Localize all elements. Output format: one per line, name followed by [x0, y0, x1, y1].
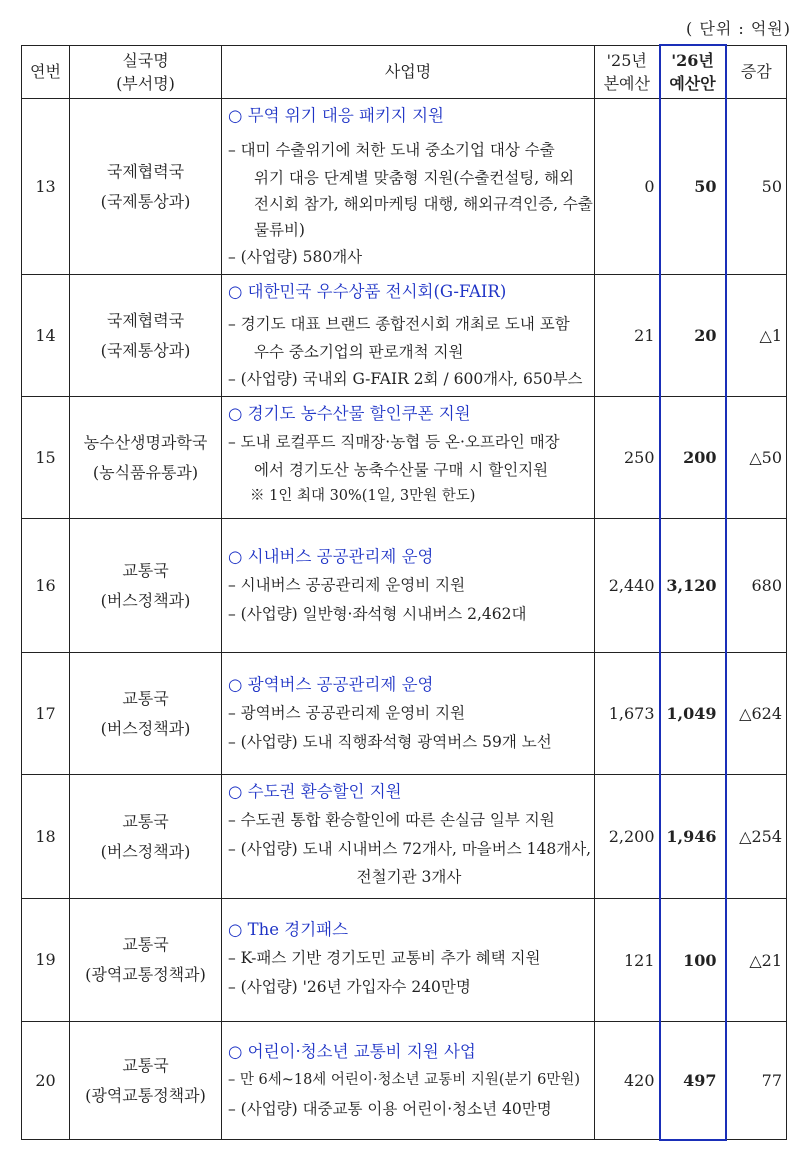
value-2026: 1,049 — [660, 653, 726, 775]
project-line: – 대미 수출위기에 처한 도내 중소기업 대상 수출 — [228, 141, 555, 159]
row-project — [222, 1022, 595, 1140]
row-dept: 교통국 (버스정책과) — [70, 519, 222, 653]
project-line: – 수도권 통합 환승할인에 따른 손실금 일부 지원 — [228, 811, 555, 829]
project-line: – (사업량) 도내 직행좌석형 광역버스 59개 노선 — [228, 733, 552, 751]
row-no: 20 — [22, 1022, 70, 1140]
unit-label: ( 단위 : 억원) — [686, 19, 791, 38]
project-title: ○ 광역버스 공공관리제 운영 — [228, 675, 434, 694]
value-2026: 497 — [660, 1022, 726, 1140]
project-line: – (사업량) 국내외 G-FAIR 2회 / 600개사, 650부스 — [228, 370, 583, 388]
header-y26: '26년 예산안 — [660, 45, 726, 99]
budget-table — [21, 44, 787, 1141]
row-project — [222, 899, 595, 1022]
value-2025: 420 — [595, 1022, 660, 1140]
table-row — [22, 775, 787, 899]
table-row — [22, 519, 787, 653]
project-line: – (사업량) '26년 가입자수 240만명 — [228, 978, 471, 996]
value-diff: 680 — [726, 519, 787, 653]
project-note: ※ 1인 최대 30%(1일, 3만원 한도) — [250, 488, 476, 504]
project-line: – (사업량) 대중교통 이용 어린이·청소년 40만명 — [228, 1100, 552, 1118]
header-dept: 실국명 (부서명) — [70, 45, 222, 99]
header-y25: '25년 본예산 — [595, 45, 660, 99]
table-row — [22, 275, 787, 397]
value-2025: 2,440 — [595, 519, 660, 653]
row-no: 16 — [22, 519, 70, 653]
row-no: 15 — [22, 397, 70, 519]
project-line: 물류비) — [254, 221, 305, 239]
project-line: 전시회 참가, 해외마케팅 대행, 해외규격인증, 수출 — [254, 195, 593, 213]
project-line: 에서 경기도산 농축수산물 구매 시 할인지원 — [254, 461, 549, 479]
project-line: – (사업량) 580개사 — [228, 248, 363, 266]
row-project — [222, 275, 595, 397]
header-no: 연번 — [22, 45, 70, 99]
value-diff: △21 — [726, 899, 787, 1022]
project-line: – 광역버스 공공관리제 운영비 지원 — [228, 704, 466, 722]
row-dept: 농수산생명과학국 (농식품유통과) — [70, 397, 222, 519]
project-title: ○ 수도권 환승할인 지원 — [228, 782, 402, 801]
row-dept: 국제협력국 (국제통상과) — [70, 275, 222, 397]
project-line: 위기 대응 단계별 맞춤형 지원(수출컨설팅, 해외 — [254, 169, 575, 187]
table-row — [22, 653, 787, 775]
project-line: 전철기관 3개사 — [356, 868, 462, 886]
value-diff: 50 — [726, 99, 787, 275]
value-2025: 21 — [595, 275, 660, 397]
project-title: ○ 시내버스 공공관리제 운영 — [228, 547, 434, 566]
value-diff: △1 — [726, 275, 787, 397]
project-title: ○ 대한민국 우수상품 전시회(G-FAIR) — [228, 282, 507, 301]
value-diff: △50 — [726, 397, 787, 519]
row-project — [222, 397, 595, 519]
value-2025: 2,200 — [595, 775, 660, 899]
project-line: – 도내 로컬푸드 직매장·농협 등 온·오프라인 매장 — [228, 433, 560, 451]
header-row — [22, 45, 787, 99]
table-row — [22, 1022, 787, 1140]
value-2026: 200 — [660, 397, 726, 519]
row-no: 19 — [22, 899, 70, 1022]
value-2025: 1,673 — [595, 653, 660, 775]
value-2026: 100 — [660, 899, 726, 1022]
project-line: – 경기도 대표 브랜드 종합전시회 개최로 도내 포함 — [228, 315, 570, 333]
row-project — [222, 519, 595, 653]
header-diff: 증감 — [726, 45, 787, 99]
table-row — [22, 397, 787, 519]
project-line: – (사업량) 일반형·좌석형 시내버스 2,462대 — [228, 605, 527, 623]
row-dept: 교통국 (버스정책과) — [70, 775, 222, 899]
value-2025: 121 — [595, 899, 660, 1022]
value-diff: 77 — [726, 1022, 787, 1140]
project-title: ○ The 경기패스 — [228, 920, 349, 939]
row-dept: 교통국 (광역교통정책과) — [70, 899, 222, 1022]
value-2026: 50 — [660, 99, 726, 275]
value-diff: △624 — [726, 653, 787, 775]
row-no: 17 — [22, 653, 70, 775]
row-project — [222, 775, 595, 899]
row-dept: 국제협력국 (국제통상과) — [70, 99, 222, 275]
table-row — [22, 899, 787, 1022]
project-line: – (사업량) 도내 시내버스 72개사, 마을버스 148개사, — [228, 840, 592, 858]
project-title: ○ 무역 위기 대응 패키지 지원 — [228, 106, 444, 125]
row-dept: 교통국 (버스정책과) — [70, 653, 222, 775]
value-2025: 0 — [595, 99, 660, 275]
row-dept: 교통국 (광역교통정책과) — [70, 1022, 222, 1140]
header-project: 사업명 — [222, 45, 595, 99]
project-line: – K-패스 기반 경기도민 교통비 추가 혜택 지원 — [228, 949, 541, 967]
value-diff: △254 — [726, 775, 787, 899]
row-no: 13 — [22, 99, 70, 275]
row-project — [222, 99, 595, 275]
row-project — [222, 653, 595, 775]
project-title: ○ 경기도 농수산물 할인쿠폰 지원 — [228, 404, 471, 423]
project-line: – 시내버스 공공관리제 운영비 지원 — [228, 576, 466, 594]
table-row — [22, 99, 787, 275]
value-2026: 20 — [660, 275, 726, 397]
row-no: 18 — [22, 775, 70, 899]
value-2026: 3,120 — [660, 519, 726, 653]
value-2025: 250 — [595, 397, 660, 519]
project-line: 우수 중소기업의 판로개척 지원 — [254, 343, 464, 361]
value-2026: 1,946 — [660, 775, 726, 899]
project-title: ○ 어린이·청소년 교통비 지원 사업 — [228, 1042, 476, 1061]
row-no: 14 — [22, 275, 70, 397]
project-line: – 만 6세~18세 어린이·청소년 교통비 지원(분기 6만원) — [228, 1072, 581, 1088]
